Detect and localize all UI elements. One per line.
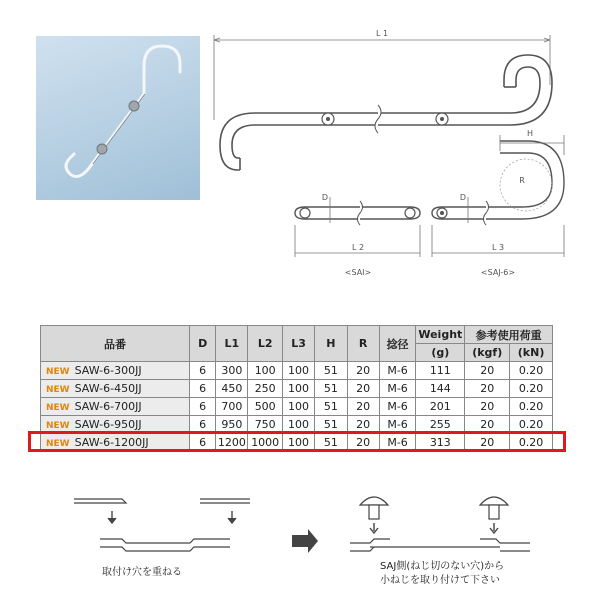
s-hook-photo-icon — [36, 36, 200, 200]
cell-kgf: 20 — [465, 434, 510, 452]
cell-l1: 950 — [216, 416, 248, 434]
cell-l1: 700 — [216, 398, 248, 416]
part-number: SAW-6-450JJ — [74, 382, 142, 395]
cell-screw: M-6 — [379, 434, 415, 452]
saj-label: <SAJ-6> — [480, 268, 516, 277]
cell-r: 20 — [347, 380, 379, 398]
h-label: H — [526, 129, 534, 138]
cell-l2: 250 — [248, 380, 282, 398]
caption-overlap-holes: 取付け穴を重ねる — [102, 567, 182, 578]
cell-l2: 500 — [248, 398, 282, 416]
part-number: SAW-6-950JJ — [74, 418, 142, 431]
header-load-kgf: (kgf) — [465, 344, 510, 362]
product-photo — [36, 36, 200, 200]
cell-kn: 0.20 — [510, 380, 553, 398]
table-header-row — [41, 326, 553, 344]
cell-weight: 111 — [416, 362, 465, 380]
cell-kn: 0.20 — [510, 434, 553, 452]
cell-d: 6 — [190, 416, 216, 434]
header-load-kn: (kN) — [510, 344, 553, 362]
part-number: SAW-6-300JJ — [74, 364, 142, 377]
assembly-diagram — [60, 485, 560, 595]
header-d: D — [190, 326, 216, 362]
cell-screw: M-6 — [379, 398, 415, 416]
cell-kgf: 20 — [465, 398, 510, 416]
cell-l3: 100 — [282, 362, 314, 380]
new-badge: NEW — [46, 385, 70, 395]
cell-h: 51 — [315, 380, 347, 398]
cell-r: 20 — [347, 434, 379, 452]
l1-label: L 1 — [375, 29, 389, 38]
d-label-sai: D — [321, 193, 328, 202]
cell-l3: 100 — [282, 434, 314, 452]
cell-screw: M-6 — [379, 380, 415, 398]
cell-weight: 201 — [416, 398, 465, 416]
cell-r: 20 — [347, 416, 379, 434]
header-r: R — [347, 326, 379, 362]
cell-l3: 100 — [282, 416, 314, 434]
header-part-no: 品番 — [41, 326, 190, 362]
cell-h: 51 — [315, 362, 347, 380]
cell-l2: 1000 — [248, 434, 282, 452]
header-weight: Weight — [416, 326, 465, 344]
l2-label: L 2 — [351, 243, 365, 252]
cell-kgf: 20 — [465, 380, 510, 398]
cell-l2: 750 — [248, 416, 282, 434]
table-row — [41, 398, 553, 416]
cell-l1: 300 — [216, 362, 248, 380]
hook-dimension-diagram — [210, 25, 570, 280]
header-load: 参考使用荷重 — [465, 326, 553, 344]
part-cell — [41, 398, 190, 416]
table-row — [41, 380, 553, 398]
cell-d: 6 — [190, 380, 216, 398]
cell-kn: 0.20 — [510, 398, 553, 416]
cell-d: 6 — [190, 434, 216, 452]
header-screw: 捻径 — [379, 326, 415, 362]
cell-h: 51 — [315, 416, 347, 434]
part-number: SAW-6-700JJ — [74, 400, 142, 413]
header-l2: L2 — [248, 326, 282, 362]
cell-h: 51 — [315, 398, 347, 416]
cell-kgf: 20 — [465, 362, 510, 380]
caption-screw-instruction-1: SAJ側(ねじ切のない穴)から — [380, 561, 505, 572]
sai-label: <SAI> — [344, 268, 372, 277]
cell-l2: 100 — [248, 362, 282, 380]
cell-d: 6 — [190, 362, 216, 380]
cell-l3: 100 — [282, 398, 314, 416]
header-l3: L3 — [282, 326, 314, 362]
new-badge: NEW — [46, 367, 70, 377]
cell-kgf: 20 — [465, 416, 510, 434]
cell-weight: 255 — [416, 416, 465, 434]
cell-screw: M-6 — [379, 362, 415, 380]
l3-label: L 3 — [491, 243, 505, 252]
table-row — [41, 362, 553, 380]
cell-weight: 144 — [416, 380, 465, 398]
d-label-saj: D — [459, 193, 466, 202]
header-l1: L1 — [216, 326, 248, 362]
new-badge: NEW — [46, 439, 70, 449]
r-label: R — [519, 176, 525, 185]
cell-kn: 0.20 — [510, 362, 553, 380]
cell-l1: 450 — [216, 380, 248, 398]
cell-h: 51 — [315, 434, 347, 452]
cell-l1: 1200 — [216, 434, 248, 452]
part-cell — [41, 362, 190, 380]
new-badge: NEW — [46, 403, 70, 413]
highlight-box — [28, 431, 566, 452]
caption-screw-instruction-2: 小ねじを取り付けて下さい — [380, 575, 500, 586]
cell-l3: 100 — [282, 380, 314, 398]
cell-screw: M-6 — [379, 416, 415, 434]
cell-d: 6 — [190, 398, 216, 416]
new-badge: NEW — [46, 421, 70, 431]
cell-r: 20 — [347, 398, 379, 416]
cell-kn: 0.20 — [510, 416, 553, 434]
cell-r: 20 — [347, 362, 379, 380]
header-h: H — [315, 326, 347, 362]
part-cell — [41, 380, 190, 398]
cell-weight: 313 — [416, 434, 465, 452]
header-weight-unit: (g) — [416, 344, 465, 362]
part-number: SAW-6-1200JJ — [74, 436, 149, 449]
